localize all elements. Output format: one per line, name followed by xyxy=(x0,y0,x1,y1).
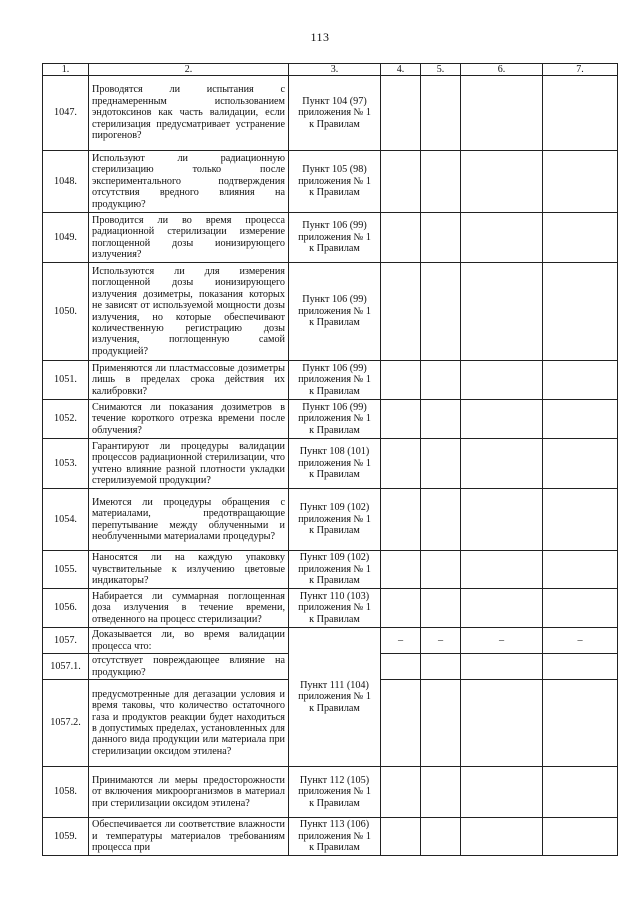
comment-cell[interactable] xyxy=(543,489,618,551)
page-number: 113 xyxy=(310,30,330,44)
ref-rules: к Правилам xyxy=(309,118,360,130)
table-row xyxy=(43,551,618,589)
question-text: Доказывается ли, во время валидации процесса что: xyxy=(89,628,289,654)
answer-cell-not-applicable[interactable] xyxy=(461,400,543,439)
row-number: 1055. xyxy=(43,551,89,589)
ref-appendix: приложения № 1 xyxy=(298,413,371,425)
comment-cell[interactable] xyxy=(543,400,618,439)
answer-cell-not-applicable[interactable] xyxy=(461,76,543,151)
column-header-4: 4. xyxy=(381,64,421,76)
answer-cell-no xyxy=(421,628,461,654)
row-number: 1047. xyxy=(43,76,89,151)
ref-point: Пункт 106 (99) xyxy=(302,294,367,306)
rule-reference xyxy=(289,767,381,818)
question-text: Имеются ли процедуры обращения с материалами, предотвращающие перепутывание между облученными и необлученными материалами процедуры? xyxy=(89,489,289,551)
answer-cell-not-applicable[interactable] xyxy=(461,489,543,551)
comment-cell[interactable] xyxy=(543,439,618,489)
ref-point: Пункт 108 (101) xyxy=(299,446,370,458)
row-number: 1049. xyxy=(43,213,89,263)
row-number: 1059. xyxy=(43,818,89,856)
answer-cell-no[interactable] xyxy=(421,439,461,489)
column-header-2: 2. xyxy=(89,64,289,76)
table-row xyxy=(43,439,618,489)
table-row xyxy=(43,76,618,151)
rule-reference xyxy=(289,628,381,767)
rule-reference xyxy=(289,489,381,551)
ref-appendix: приложения № 1 xyxy=(298,513,371,525)
question-text: Проводятся ли испытания с преднамеренным использованием эндотоксинов как часть валидации, если стерилизация предусматривает устранение пирогенов? xyxy=(89,76,289,151)
question-text: Проводится ли во время процесса радиационной стерилизации измерение поглощенной дозы ионизирующего излучения? xyxy=(89,213,289,263)
answer-cell-yes[interactable] xyxy=(381,589,421,628)
question-text: Наносятся ли на каждую упаковку чувствительные к излучению цветовые индикаторы? xyxy=(89,551,289,589)
answer-cell-not-applicable[interactable] xyxy=(461,589,543,628)
answer-cell-not-applicable[interactable] xyxy=(461,361,543,400)
row-number: 1057.2. xyxy=(43,680,89,767)
answer-cell-not-applicable[interactable] xyxy=(461,680,543,767)
comment-cell[interactable] xyxy=(543,151,618,213)
answer-cell-no[interactable] xyxy=(421,680,461,767)
column-header-3: 3. xyxy=(289,64,381,76)
answer-cell-not-applicable xyxy=(461,628,543,654)
rule-reference xyxy=(289,76,381,151)
ref-rules: к Правилам xyxy=(309,385,360,397)
answer-cell-yes[interactable] xyxy=(381,818,421,856)
ref-point: Пункт 109 (102) xyxy=(299,552,370,564)
row-number: 1050. xyxy=(43,263,89,361)
ref-point: Пункт 110 (103) xyxy=(299,590,370,602)
answer-cell-yes[interactable] xyxy=(381,400,421,439)
table-row xyxy=(43,361,618,400)
question-text: Снимаются ли показания дозиметров в течение короткого отрезка времени после облучения? xyxy=(89,400,289,439)
dash-mark: – xyxy=(577,634,583,646)
question-text: Гарантируют ли процедуры валидации процессов радиационной стерилизации, что учтено влияние разной плотности укладки стерилизуемой продукции? xyxy=(89,439,289,489)
answer-cell-yes[interactable] xyxy=(381,361,421,400)
ref-point: Пункт 106 (99) xyxy=(302,220,367,232)
ref-appendix: приложения № 1 xyxy=(298,602,371,614)
ref-appendix: приложения № 1 xyxy=(298,231,371,243)
answer-cell-not-applicable[interactable] xyxy=(461,551,543,589)
answer-cell-not-applicable[interactable] xyxy=(461,151,543,213)
answer-cell-not-applicable[interactable] xyxy=(461,767,543,818)
table-row xyxy=(43,628,618,654)
rule-reference xyxy=(289,263,381,361)
answer-cell-yes[interactable] xyxy=(381,151,421,213)
answer-cell-yes[interactable] xyxy=(381,680,421,767)
table-row xyxy=(43,263,618,361)
ref-rules: к Правилам xyxy=(309,525,360,537)
comment-cell[interactable] xyxy=(543,76,618,151)
answer-cell-yes[interactable] xyxy=(381,76,421,151)
ref-appendix: приложения № 1 xyxy=(298,107,371,119)
ref-rules: к Правилам xyxy=(309,575,360,587)
answer-cell-no[interactable] xyxy=(421,818,461,856)
answer-cell-no[interactable] xyxy=(421,151,461,213)
answer-cell-no[interactable] xyxy=(421,589,461,628)
question-text: предусмотренные для дегазации условия и время таковы, что количество остаточного газа и продуктов реакции будет находиться в допустимых пределах, установленных для данного вида продукции или материала при стерилизации оксидом этилена? xyxy=(89,680,289,767)
ref-rules: к Правилам xyxy=(309,702,360,714)
column-header-5: 5. xyxy=(421,64,461,76)
dash-mark: – xyxy=(437,634,444,646)
answer-cell-no[interactable] xyxy=(421,400,461,439)
answer-cell-yes[interactable] xyxy=(381,767,421,818)
row-number: 1051. xyxy=(43,361,89,400)
question-text: Применяются ли пластмассовые дозиметры лишь в пределах срока действия их калибровки? xyxy=(89,361,289,400)
ref-point: Пункт 113 (106) xyxy=(299,819,370,831)
rule-reference xyxy=(289,151,381,213)
table-row xyxy=(43,818,618,856)
column-header-7: 7. xyxy=(543,64,618,76)
answer-cell-no[interactable] xyxy=(421,263,461,361)
comment-cell[interactable] xyxy=(543,361,618,400)
ref-rules: к Правилам xyxy=(309,424,360,436)
ref-rules: к Правилам xyxy=(309,613,360,625)
ref-appendix: приложения № 1 xyxy=(298,691,371,703)
rule-reference xyxy=(289,213,381,263)
rule-reference xyxy=(289,439,381,489)
ref-rules: к Правилам xyxy=(309,243,360,255)
comment-cell[interactable] xyxy=(543,818,618,856)
answer-cell-not-applicable[interactable] xyxy=(461,213,543,263)
row-number: 1057.1. xyxy=(43,654,89,680)
answer-cell-no[interactable] xyxy=(421,213,461,263)
rule-reference xyxy=(289,361,381,400)
answer-cell-not-applicable[interactable] xyxy=(461,263,543,361)
table-row xyxy=(43,151,618,213)
rule-reference xyxy=(289,400,381,439)
checklist-table xyxy=(42,63,618,856)
comment-cell[interactable] xyxy=(543,551,618,589)
table-row xyxy=(43,213,618,263)
ref-point: Пункт 104 (97) xyxy=(302,95,367,107)
ref-rules: к Правилам xyxy=(309,842,360,854)
ref-point: Пункт 111 (104) xyxy=(300,679,369,691)
ref-point: Пункт 112 (105) xyxy=(299,774,370,786)
answer-cell-yes[interactable] xyxy=(381,489,421,551)
ref-appendix: приложения № 1 xyxy=(298,563,371,575)
answer-cell-no[interactable] xyxy=(421,489,461,551)
row-number: 1058. xyxy=(43,767,89,818)
ref-appendix: приложения № 1 xyxy=(298,175,371,187)
ref-point: Пункт 109 (102) xyxy=(299,502,370,514)
comment-cell xyxy=(543,628,618,654)
row-number: 1056. xyxy=(43,589,89,628)
ref-appendix: приложения № 1 xyxy=(298,786,371,798)
column-header-1: 1. xyxy=(43,64,89,76)
dash-mark: – xyxy=(397,634,404,646)
ref-appendix: приложения № 1 xyxy=(298,457,371,469)
row-number: 1057. xyxy=(43,628,89,654)
ref-point: Пункт 106 (99) xyxy=(302,401,367,413)
column-header-6: 6. xyxy=(461,64,543,76)
question-text: Используются ли для измерения поглощенной дозы ионизирующего излучения дозиметры, показания которых не зависят от используемой мощности дозы излучения, но которые обеспечивают количественную регистрацию дозы излучения, поглощенную самой продукцией? xyxy=(89,263,289,361)
answer-cell-no[interactable] xyxy=(421,76,461,151)
table-row xyxy=(43,589,618,628)
question-text: Принимаются ли меры предосторожности от включения микроорганизмов в материал при стерилизации оксидом этилена? xyxy=(89,767,289,818)
answer-cell-yes[interactable] xyxy=(381,551,421,589)
answer-cell-yes xyxy=(381,628,421,654)
answer-cell-no[interactable] xyxy=(421,551,461,589)
answer-cell-yes[interactable] xyxy=(381,263,421,361)
answer-cell-yes[interactable] xyxy=(381,654,421,680)
dash-mark: – xyxy=(498,634,505,646)
table-row xyxy=(43,489,618,551)
row-number: 1048. xyxy=(43,151,89,213)
answer-cell-no[interactable] xyxy=(421,654,461,680)
answer-cell-yes[interactable] xyxy=(381,439,421,489)
comment-cell[interactable] xyxy=(543,589,618,628)
rule-reference xyxy=(289,589,381,628)
ref-appendix: приложения № 1 xyxy=(298,374,371,386)
question-text: Набирается ли суммарная поглощенная доза излучения в течение времени, отведенного на процесс стерилизации? xyxy=(89,589,289,628)
answer-cell-not-applicable[interactable] xyxy=(461,439,543,489)
row-number: 1052. xyxy=(43,400,89,439)
row-number: 1053. xyxy=(43,439,89,489)
question-text: Обеспечивается ли соответствие влажности и температуры материалов требованиям процесса при xyxy=(89,818,289,856)
table-row xyxy=(43,767,618,818)
answer-cell-yes[interactable] xyxy=(381,213,421,263)
answer-cell-not-applicable[interactable] xyxy=(461,818,543,856)
ref-rules: к Правилам xyxy=(309,469,360,481)
rule-reference xyxy=(289,818,381,856)
ref-rules: к Правилам xyxy=(309,797,360,809)
comment-cell[interactable] xyxy=(543,767,618,818)
comment-cell[interactable] xyxy=(543,680,618,767)
comment-cell[interactable] xyxy=(543,654,618,680)
row-number: 1054. xyxy=(43,489,89,551)
answer-cell-no[interactable] xyxy=(421,361,461,400)
ref-point: Пункт 105 (98) xyxy=(302,164,367,176)
answer-cell-no[interactable] xyxy=(421,767,461,818)
comment-cell[interactable] xyxy=(543,213,618,263)
header-row xyxy=(43,64,618,76)
ref-rules: к Правилам xyxy=(309,187,360,199)
ref-point: Пункт 106 (99) xyxy=(302,362,367,374)
table-row xyxy=(43,400,618,439)
question-text: Используют ли радиационную стерилизацию только после экспериментального подтверждения отсутствия вредного влияния на продукцию? xyxy=(89,151,289,213)
question-text: отсутствует повреждающее влияние на продукцию? xyxy=(89,654,289,680)
ref-appendix: приложения № 1 xyxy=(298,305,371,317)
ref-appendix: приложения № 1 xyxy=(298,830,371,842)
answer-cell-not-applicable[interactable] xyxy=(461,654,543,680)
rule-reference xyxy=(289,551,381,589)
comment-cell[interactable] xyxy=(543,263,618,361)
ref-rules: к Правилам xyxy=(309,317,360,329)
